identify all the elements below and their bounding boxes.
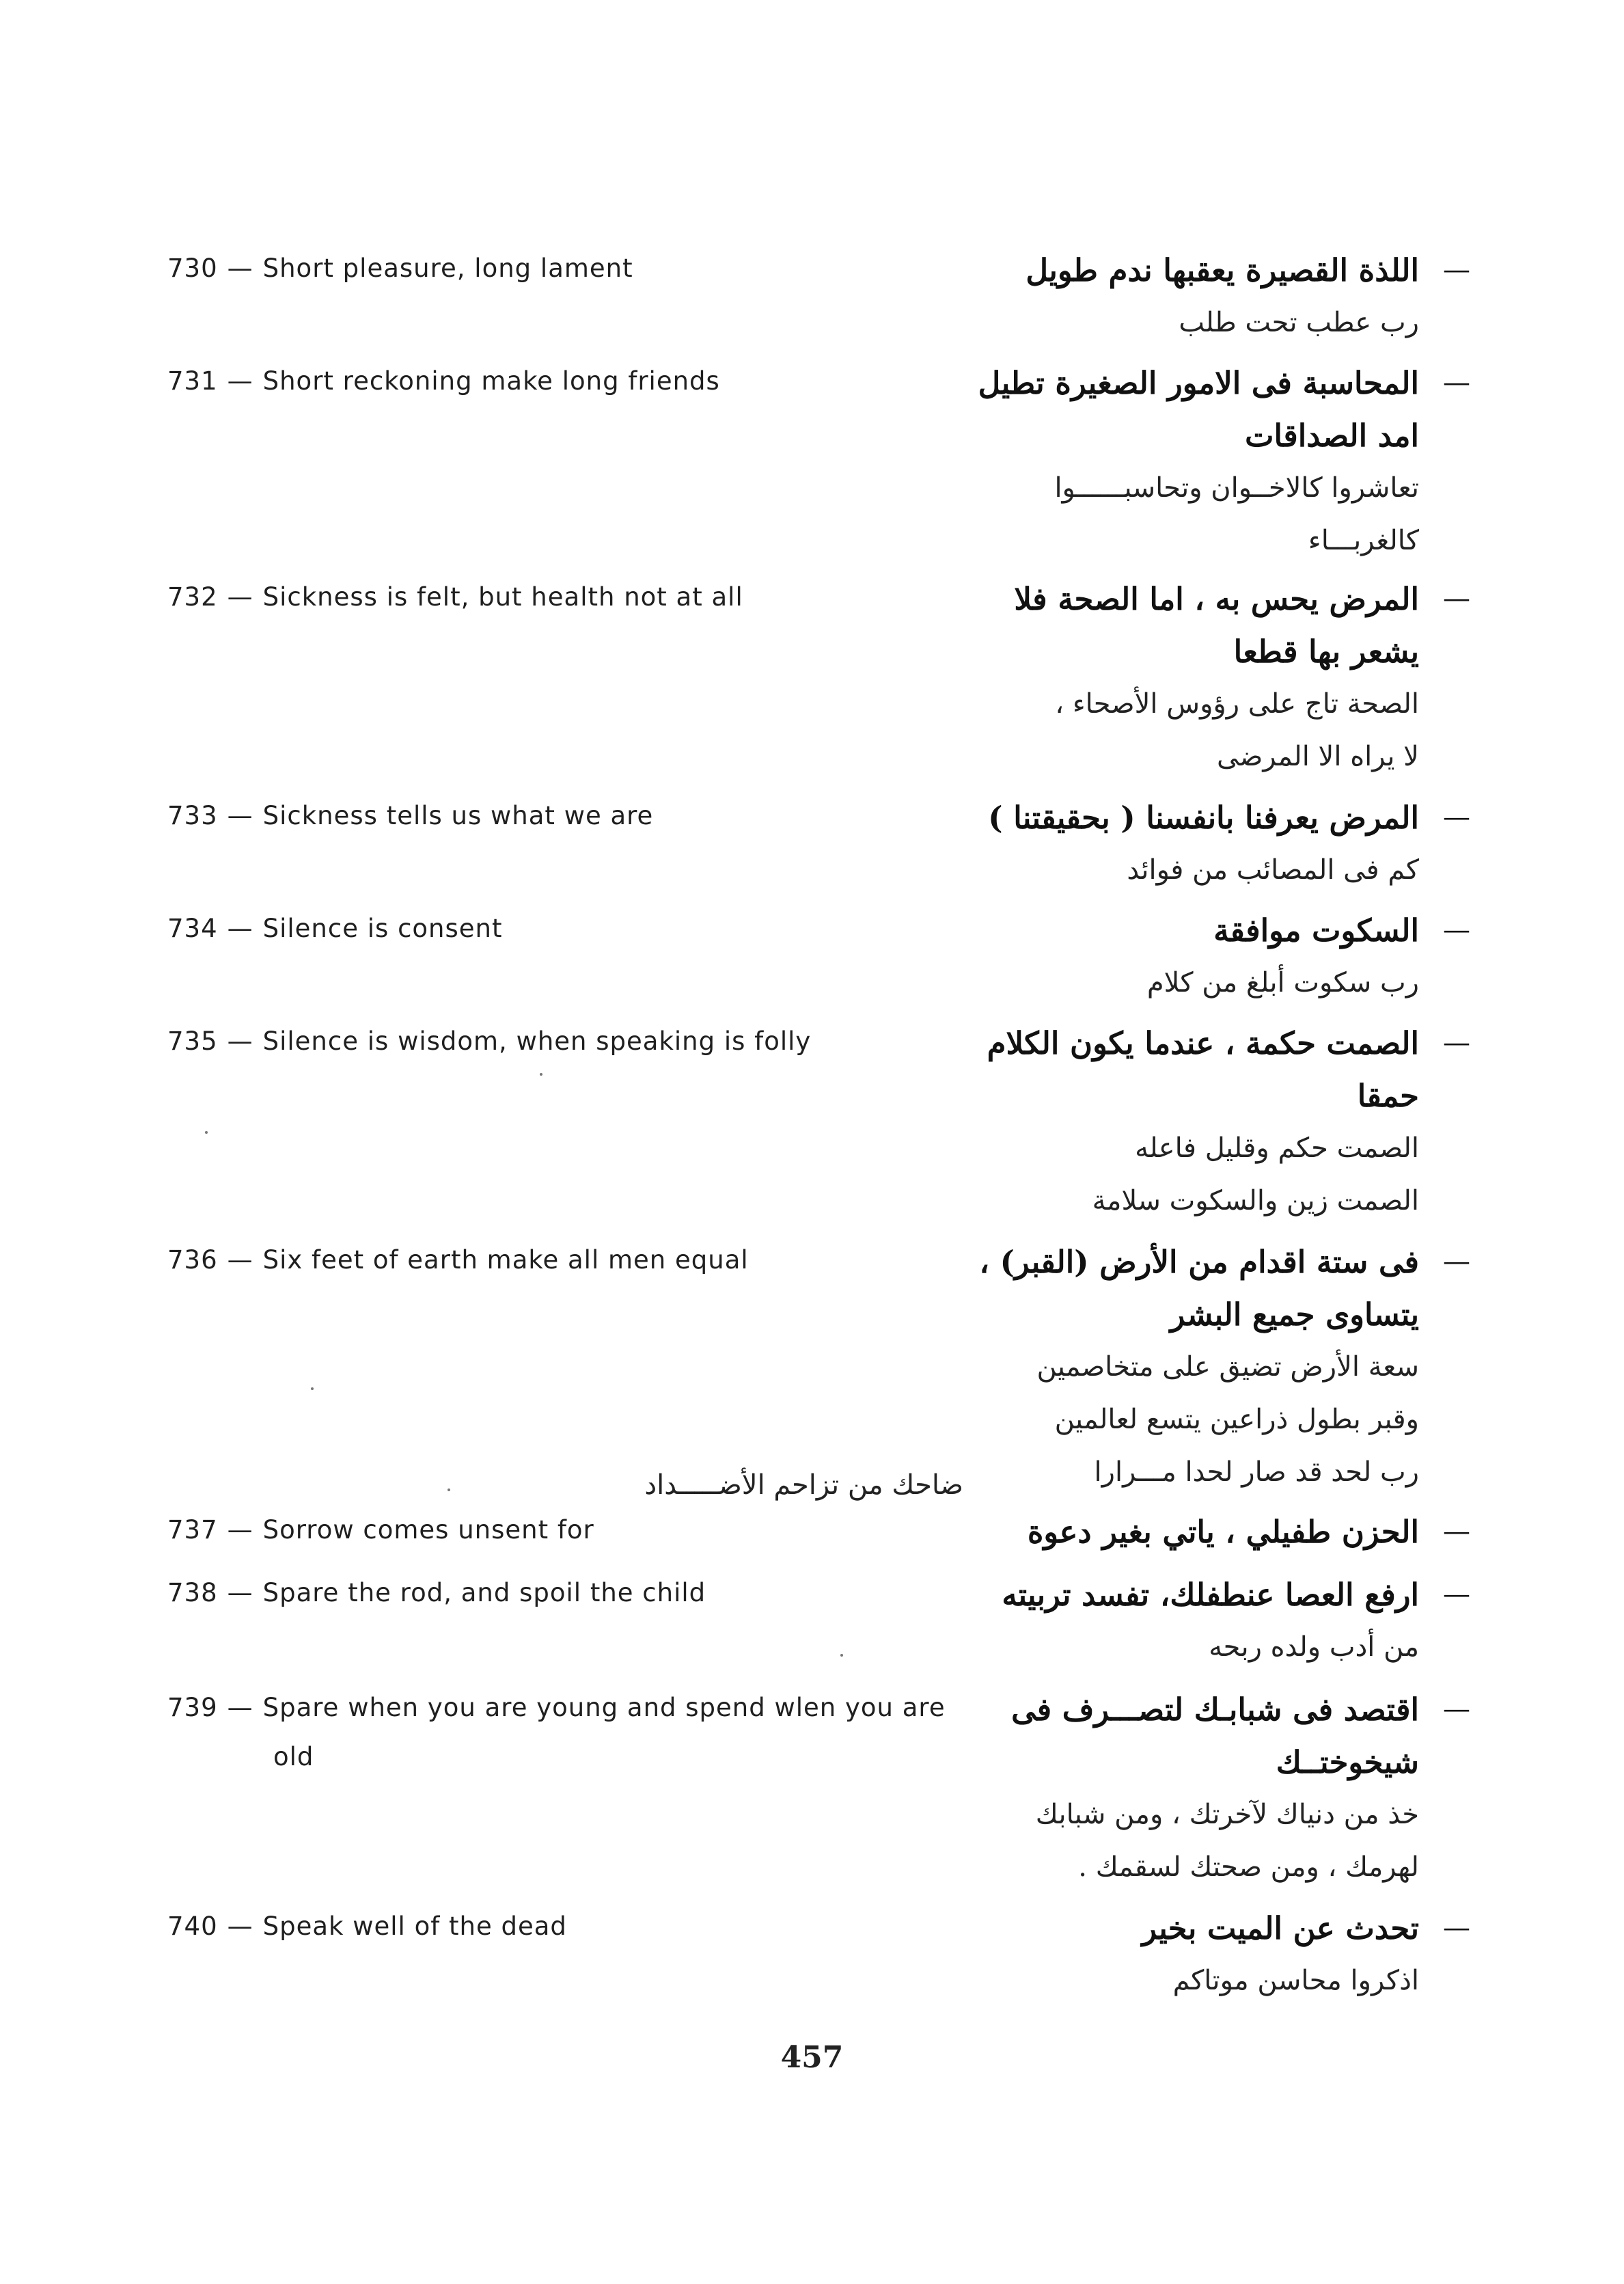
arabic-heading: — المرض يعرفنا بانفسنا ( بحقيقتنا )	[886, 791, 1419, 844]
english-proverb-734	[167, 904, 974, 953]
arabic-equivalent-cont: رب لحد قد صار لحدا مـــرارا	[1094, 1456, 1419, 1488]
entry-dash: —	[227, 1515, 253, 1545]
arabic-proverb-730	[886, 244, 1470, 349]
entry-dash: —	[227, 1027, 253, 1056]
arabic-equivalent: سعة الأرض تضيق على متخاصمين	[1036, 1351, 1419, 1383]
entry-dash: —	[1443, 1694, 1470, 1725]
entry-number: 739	[167, 1693, 218, 1722]
arabic-heading: — تحدث عن الميت بخير	[886, 1902, 1419, 1955]
entry-dash: —	[227, 254, 253, 283]
entry-number: 734	[167, 914, 218, 943]
english-proverb-732	[167, 573, 974, 622]
arabic-proverb-739	[886, 1683, 1470, 1894]
scan-speck	[205, 1131, 208, 1134]
arabic-verse-continuation: ضاحك من تزاحم الأضـــــداد	[644, 1469, 963, 1501]
english-text: Spare when you are young and spend wlen you are	[262, 1693, 946, 1722]
arabic-equivalent: كم فى المصائب من فوائد	[1127, 854, 1419, 886]
entry-dash: —	[227, 914, 253, 943]
english-proverb-736	[167, 1236, 974, 1285]
arabic-proverb-737	[886, 1506, 1470, 1558]
entry-number: 735	[167, 1027, 218, 1056]
english-proverb-731	[167, 357, 974, 406]
arabic-proverb-732	[886, 573, 1470, 783]
entry-dash: —	[1443, 367, 1470, 398]
entry-number: 736	[167, 1245, 218, 1275]
entry-number: 730	[167, 254, 218, 283]
english-text: Silence is wisdom, when speaking is folly	[262, 1027, 812, 1056]
entry-dash: —	[227, 1245, 253, 1275]
arabic-proverb-734	[886, 904, 1470, 1009]
arabic-heading: — السكوت موافقة	[886, 904, 1419, 957]
arabic-heading: — المرض يحس به ، اما الصحة فلا	[886, 573, 1419, 625]
english-text: Six feet of earth make all men equal	[262, 1245, 749, 1275]
entry-dash: —	[227, 1912, 253, 1941]
arabic-equivalent-cont: لا يراه الا المرضى	[1217, 741, 1419, 772]
entry-dash: —	[227, 1578, 253, 1607]
entry-dash: —	[1443, 802, 1470, 833]
entry-dash: —	[1443, 254, 1470, 286]
entry-number: 732	[167, 582, 218, 612]
entry-dash: —	[227, 1693, 253, 1722]
arabic-proverb-736	[886, 1236, 1470, 1499]
arabic-equivalent: من أدب ولده ربحه	[1209, 1631, 1419, 1663]
arabic-equivalent: تعاشروا كالاخــوان وتحاسبــــــوا	[1054, 472, 1419, 504]
english-proverb-740	[167, 1902, 974, 1951]
english-proverb-739	[167, 1683, 970, 1782]
entry-dash: —	[1443, 1912, 1470, 1944]
arabic-proverb-740	[886, 1902, 1470, 2007]
arabic-heading: — الحزن طفيلي ، ياتي بغير دعوة	[886, 1506, 1419, 1558]
entry-number: 731	[167, 366, 218, 396]
arabic-heading-cont: شيخوختــك	[1276, 1744, 1419, 1780]
arabic-equivalent-cont: الصمت زين والسكوت سلامة	[1092, 1185, 1419, 1216]
entry-dash: —	[227, 582, 253, 612]
scan-speck	[840, 1654, 843, 1657]
arabic-equivalent: خذ من دنياك لآخرتك ، ومن شبابك	[1035, 1799, 1419, 1830]
scan-speck	[448, 1488, 450, 1491]
english-text: Sickness is felt, but health not at all	[262, 582, 743, 612]
arabic-heading: — فى ستة اقدام من الأرض (القبر) ،	[886, 1236, 1419, 1288]
arabic-equivalent: رب عطب تحت طلب	[1179, 307, 1419, 338]
entry-number: 733	[167, 801, 218, 830]
arabic-heading-cont: حمقا	[1357, 1078, 1419, 1114]
english-text: Silence is consent	[262, 914, 503, 943]
arabic-equivalent-cont: وقبر بطول ذراعين يتسع لعالمين	[1054, 1404, 1419, 1435]
entry-dash: —	[227, 366, 253, 396]
english-text-cont: old	[273, 1742, 314, 1771]
entry-dash: —	[1443, 1579, 1470, 1610]
arabic-equivalent-cont: لهرمك ، ومن صحتك لسقمك .	[1078, 1851, 1419, 1883]
arabic-heading-cont: امد الصداقات	[1245, 418, 1419, 454]
english-text: Speak well of the dead	[262, 1912, 567, 1941]
arabic-equivalent: الصمت حكم وقليل فاعله	[1135, 1132, 1419, 1164]
arabic-equivalent: الصحة تاج على رؤوس الأصحاء ،	[1055, 688, 1419, 720]
arabic-heading: — المحاسبة فى الامور الصغيرة تطيل	[886, 357, 1419, 409]
english-text: Short reckoning make long friends	[262, 366, 720, 396]
entry-dash: —	[1443, 583, 1470, 614]
english-proverb-735	[167, 1017, 974, 1066]
entry-dash: —	[1443, 914, 1470, 946]
english-text: Short pleasure, long lament	[262, 254, 633, 283]
scan-speck	[311, 1387, 314, 1390]
english-text: Sorrow comes unsent for	[262, 1515, 594, 1545]
english-proverb-738	[167, 1568, 974, 1618]
english-text: Spare the rod, and spoil the child	[262, 1578, 706, 1607]
arabic-heading-cont: يتساوى جميع البشر	[1170, 1296, 1419, 1333]
arabic-equivalent: اذكروا محاسن موتاكم	[1172, 1965, 1419, 1996]
entry-dash: —	[227, 801, 253, 830]
arabic-equivalent: رب سكوت أبلغ من كلام	[1146, 967, 1419, 998]
arabic-heading-cont: يشعر بها قطعا	[1233, 634, 1419, 670]
page-number: 457	[780, 2040, 844, 2075]
arabic-equivalent-cont: كالغربـــاء	[1308, 525, 1419, 556]
arabic-heading: — اقتصد فى شبابـك لتصـــرف فى	[886, 1683, 1419, 1736]
arabic-heading: — الصمت حكمة ، عندما يكون الكلام	[886, 1017, 1419, 1070]
entry-dash: —	[1443, 1246, 1470, 1277]
english-text: Sickness tells us what we are	[262, 801, 654, 830]
arabic-heading: — ارفع العصا عنطفلك، تفسد تربيته	[886, 1568, 1419, 1621]
scan-speck	[540, 1073, 542, 1076]
entry-number: 737	[167, 1515, 218, 1545]
english-proverb-730	[167, 244, 974, 293]
entry-number: 738	[167, 1578, 218, 1607]
entry-dash: —	[1443, 1516, 1470, 1547]
arabic-proverb-731	[886, 357, 1470, 567]
english-proverb-733	[167, 791, 974, 841]
arabic-proverb-735	[886, 1017, 1470, 1227]
arabic-heading: — اللذة القصيرة يعقبها ندم طويل	[886, 244, 1419, 297]
english-proverb-737	[167, 1506, 974, 1555]
entry-dash: —	[1443, 1027, 1470, 1059]
arabic-proverb-733	[886, 791, 1470, 897]
entry-number: 740	[167, 1912, 218, 1941]
arabic-proverb-738	[886, 1568, 1470, 1674]
